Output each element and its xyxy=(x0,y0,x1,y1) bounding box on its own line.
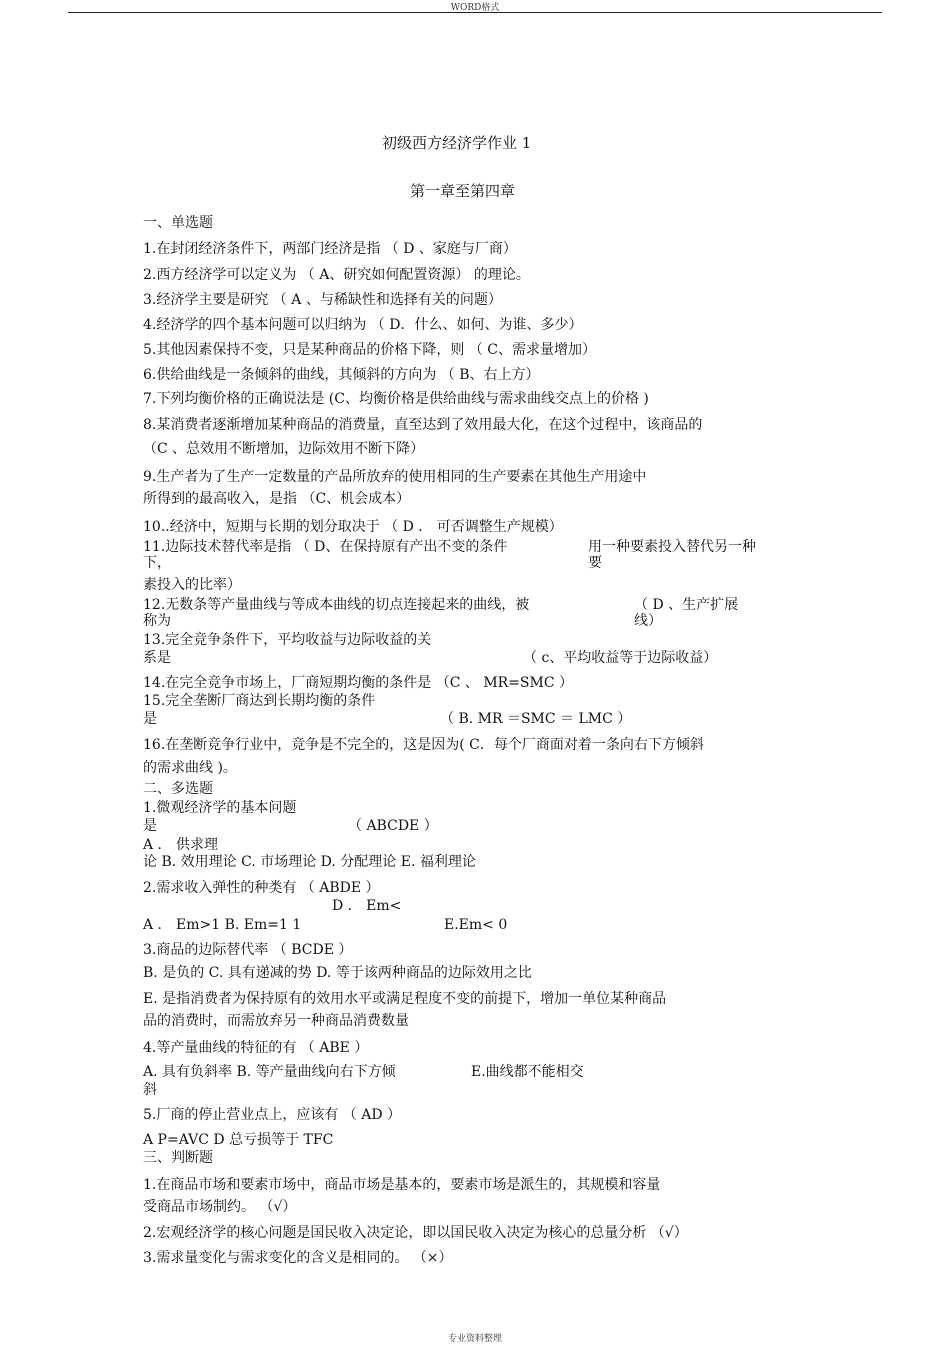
question-answer: 线） xyxy=(634,613,662,629)
question-item: 16.在垄断竞争行业中，竞争是不完全的，这是因为( C．每个厂商面对着一条向右下方倾斜 xyxy=(143,737,704,753)
question-item: 4.经济学的四个基本问题可以归纳为 （ D．什么、如何、为谁、多少） xyxy=(143,317,583,333)
option-line: A ． Em>1 B. Em=1 1 xyxy=(143,917,302,933)
question-item: 2.需求收入弹性的种类有 （ ABDE ） xyxy=(143,880,380,896)
question-item-continued: 要 xyxy=(588,555,602,571)
question-item: 4.等产量曲线的特征的有 （ ABE ） xyxy=(143,1040,369,1056)
question-item-continued: 下， xyxy=(143,555,171,571)
question-answer: （ B. MR ＝SMC ＝ LMC ） xyxy=(440,711,632,727)
option-line: 斜 xyxy=(143,1082,157,1098)
page-footer: 专业资料整理 xyxy=(447,1334,502,1344)
question-item: 5.厂商的停止营业点上，应该有 （ AD ） xyxy=(143,1107,402,1123)
question-item-continued: 系是 xyxy=(143,650,171,666)
question-item: 1.在商品市场和要素市场中，商品市场是基本的，要素市场是派生的，其规模和容量 xyxy=(143,1177,661,1193)
document-subtitle: 第一章至第四章 xyxy=(410,182,516,200)
page-header: WORD格式 xyxy=(450,3,500,13)
header-rule xyxy=(68,12,882,13)
question-item-continued: （C 、总效用不断增加，边际效用不断下降） xyxy=(143,441,425,457)
question-answer: （ ABCDE ） xyxy=(348,818,438,834)
question-item: 3.商品的边际替代率 （ BCDE ） xyxy=(143,942,353,958)
question-item: 1.微观经济学的基本问题 xyxy=(143,800,297,816)
question-item-continued: 受商品市场制约。 （√） xyxy=(143,1199,297,1215)
question-item: 6.供给曲线是一条倾斜的曲线，其倾斜的方向为 （ B、右上方） xyxy=(143,367,540,383)
question-item: 2.西方经济学可以定义为 （ A、研究如何配置资源） 的理论。 xyxy=(143,267,530,283)
question-item: 13.完全竞争条件下，平均收益与边际收益的关 xyxy=(143,632,432,648)
question-item: 5.其他因素保持不变，只是某种商品的价格下降，则 （ C、需求量增加） xyxy=(143,342,596,358)
question-item-continued: 的需求曲线 )。 xyxy=(143,760,237,776)
option-line: E.Em< 0 xyxy=(444,917,508,933)
option-line: 论 B. 效用理论 C. 市场理论 D. 分配理论 E. 福利理论 xyxy=(143,854,476,870)
question-item: 10..经济中，短期与长期的划分取决于 （ D ． 可否调整生产规模） xyxy=(143,519,563,535)
question-item-continued: 用一种要素投入替代另一种 xyxy=(588,539,756,555)
document-title: 初级西方经济学作业 1 xyxy=(382,134,532,152)
question-item: 1.在封闭经济条件下，两部门经济是指 （ D 、家庭与厂商） xyxy=(143,241,517,257)
question-item: 3.经济学主要是研究 （ A 、与稀缺性和选择有关的问题） xyxy=(143,292,502,308)
question-item-continued: 所得到的最高收入，是指 （C、机会成本） xyxy=(143,491,411,507)
question-item: 2.宏观经济学的核心问题是国民收入决定论，即以国民收入决定为核心的总量分析 （√） xyxy=(143,1225,688,1241)
section-heading: 二、多选题 xyxy=(143,781,213,797)
question-item: 12.无数条等产量曲线与等成本曲线的切点连接起来的曲线，被 xyxy=(143,597,530,613)
question-item: 11.边际技术替代率是指 （ D、在保持原有产出不变的条件 xyxy=(143,539,508,555)
question-answer: （ D 、生产扩展 xyxy=(634,597,739,613)
question-answer: （ c、平均收益等于边际收益） xyxy=(523,650,718,666)
option-line: E. 是指消费者为保持原有的效用水平或满足程度不变的前提下，增加一单位某种商品 xyxy=(143,991,667,1007)
option-line: B. 是负的 C. 具有递减的势 D. 等于该两种商品的边际效用之比 xyxy=(143,965,532,981)
section-heading: 三、判断题 xyxy=(143,1150,213,1166)
option-line: A P=AVC D 总亏损等于 TFC xyxy=(143,1132,334,1148)
question-item: 7.下列均衡价格的正确说法是 (C、均衡价格是供给曲线与需求曲线交点上的价格 ) xyxy=(143,391,649,407)
question-item-continued: 素投入的比率） xyxy=(143,577,241,593)
question-item: 3.需求量变化与需求变化的含义是相同的。 （×） xyxy=(143,1250,453,1266)
option-line: 品的消费时，而需放弃另一种商品消费数量 xyxy=(143,1013,409,1029)
question-item-continued: 是 xyxy=(143,711,157,727)
question-item: 14.在完全竞争市场上，厂商短期均衡的条件是 （C 、 MR=SMC ） xyxy=(143,675,574,691)
option-line: A ． 供求理 xyxy=(143,837,219,853)
option-line: E.曲线都不能相交 xyxy=(471,1064,584,1080)
question-item: 15.完全垄断厂商达到长期均衡的条件 xyxy=(143,693,376,709)
section-heading: 一、单选题 xyxy=(143,215,213,231)
option-line: D ． Em< xyxy=(332,898,402,914)
question-item-continued: 是 xyxy=(143,818,157,834)
option-line: A. 具有负斜率 B. 等产量曲线向右下方倾 xyxy=(143,1064,396,1080)
question-item-continued: 称为 xyxy=(143,613,171,629)
question-item: 9.生产者为了生产一定数量的产品所放弃的使用相同的生产要素在其他生产用途中 xyxy=(143,469,647,485)
question-item: 8.某消费者逐渐增加某种商品的消费量，直至达到了效用最大化，在这个过程中，该商品的 xyxy=(143,417,703,433)
